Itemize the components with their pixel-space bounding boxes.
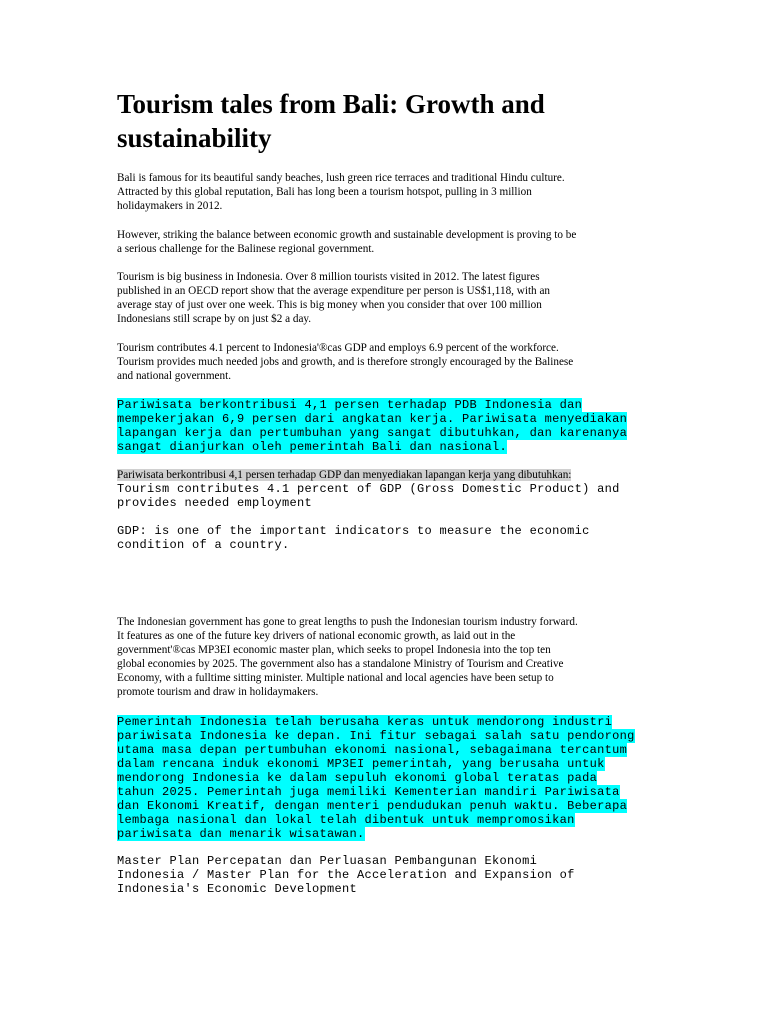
paragraph-business: Tourism is big business in Indonesia. Over 8 million tourists visited in 2012. The latest figures published in an OECD report show that the average expenditure per person is US$1,118, with an average stay of just over one week. This is big money when you consider that over 100 million Indonesians still scrape by on just $2 a day.: [117, 271, 551, 325]
grey-highlight-line: [117, 468, 662, 482]
paragraph-government: The Indonesian government has gone to great lengths to push the Indonesian tourism industry forward. It features as one of the future key drivers of national economic growth, as laid out in the government'®cas MP3EI economic master plan, which seeks to propel Indonesia into the top ten global economies by 2025. The government also has a standalone Ministry of Tourism and Creative Economy, with a fulltime sitting minister. Multiple national and local agencies have been setup to promote tourism and draw in holidaymakers.: [117, 616, 578, 698]
page-title: Tourism tales from Bali: Growth and sustainability: [117, 89, 545, 153]
paragraph-challenge: However, striking the balance between economic growth and sustainable development is proving to be a serious challenge for the Balinese regional government.: [117, 229, 577, 255]
translation-block-2: [117, 715, 657, 841]
translation-highlight-1: Pariwisata berkontribusi 4,1 persen terhadap PDB Indonesia dan mempekerjakan 6,9 persen dari angkatan kerja. Pariwisata menyediakan lapangan kerja dan pertumbuhan yang sangat dibutuhkan, dan karenanya sangat dianjurkan oleh pemerintah Bali dan nasional.: [117, 398, 628, 454]
paragraph-gdp: Tourism contributes 4.1 percent to Indonesia'®cas GDP and employs 6.9 percent of the workforce. Tourism provides much needed jobs and growth, and is therefore strongly encouraged by the Balinese and national government.: [117, 342, 574, 382]
note-master-plan: Master Plan Percepatan dan Perluasan Pembangunan Ekonomi Indonesia / Master Plan for the Acceleration and Expansion of Indonesia's Economic Development: [117, 854, 575, 896]
grey-highlight-text: Pariwisata berkontribusi 4,1 persen terhadap GDP dan menyediakan lapangan kerja yang dibutuhkan:: [117, 469, 572, 481]
note-tourism-gdp: Tourism contributes 4.1 percent of GDP (Gross Domestic Product) and provides needed employment: [117, 482, 620, 510]
paragraph-intro: Bali is famous for its beautiful sandy beaches, lush green rice terraces and traditional Hindu culture. Attracted by this global reputation, Bali has long been a tourism hotspot, pulling in 3 million holidaymakers in 2012.: [117, 172, 565, 212]
translation-highlight-2: Pemerintah Indonesia telah berusaha keras untuk mendorong industri pariwisata Indonesia ke depan. Ini fitur sebagai salah satu pendorong utama masa depan pertumbuhan ekonomi nasional, sebagaimana tercantum dalam rencana induk ekonomi MP3EI pemerintah, yang berusaha untuk mendorong Indonesia ke dalam sepuluh ekonomi global teratas pada tahun 2025. Pemerintah juga memiliki Kementerian mandiri Pariwisata dan Ekonomi Kreatif, dengan menteri pendudukan penuh waktu. Beberapa lembaga nasional dan lokal telah dibentuk untuk mempromosikan pariwisata dan menarik wisatawan.: [117, 715, 635, 841]
note-gdp-definition: GDP: is one of the important indicators to measure the economic condition of a country.: [117, 524, 590, 552]
translation-block-1: [117, 398, 657, 454]
